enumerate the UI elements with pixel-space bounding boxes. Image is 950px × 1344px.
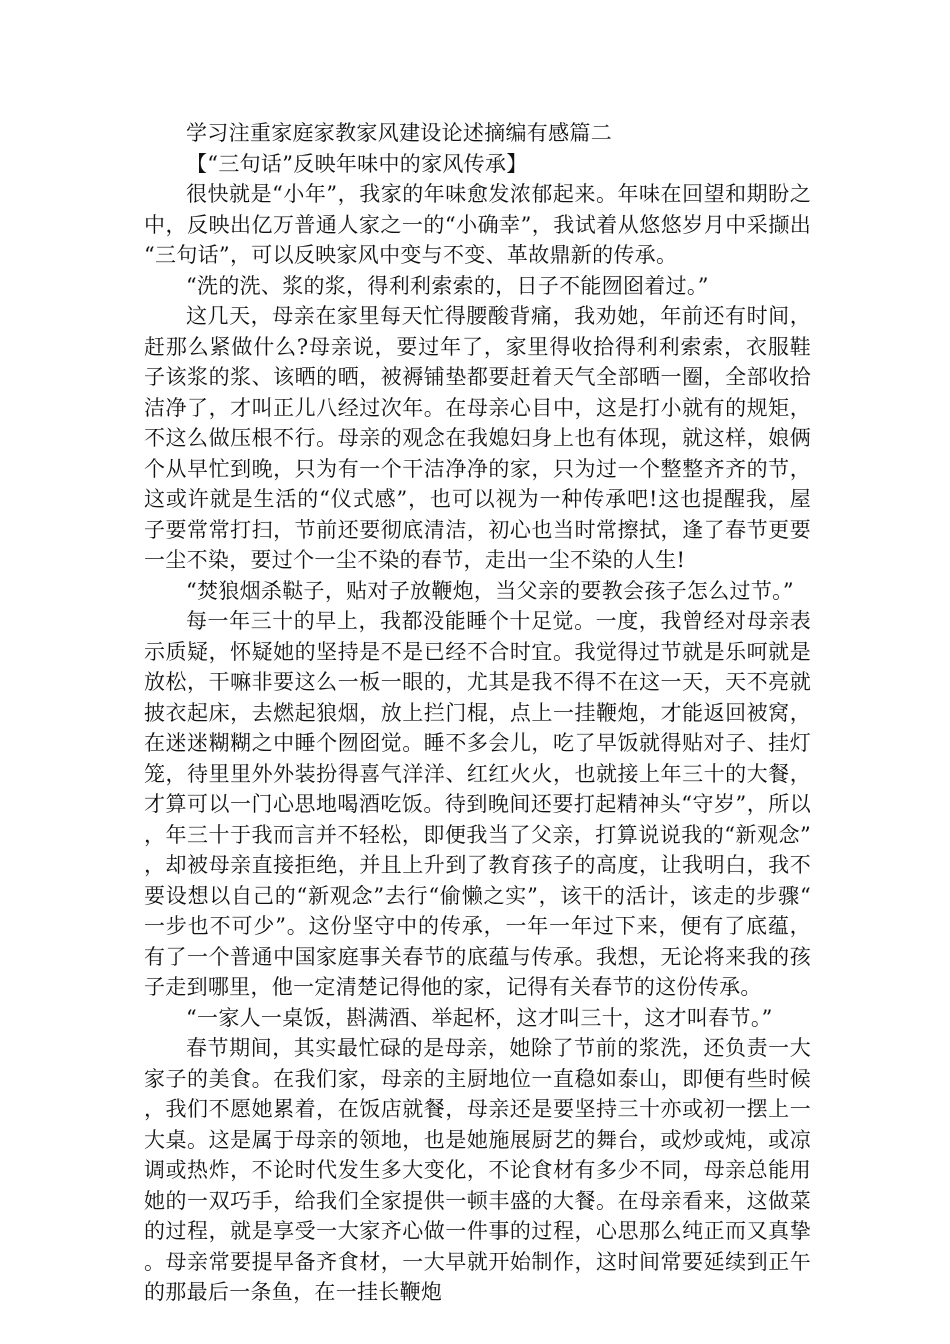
- paragraph-new-year-eve: 每一年三十的早上，我都没能睡个十足觉。一度，我曾经对母亲表示质疑，怀疑她的坚持是不是已经不合时宜。我觉得过节就是乐呵就是放松，干嘛非要这么一板一眼的，尤其是我不得不在这一天，天不亮就披衣起床，去燃起狼烟，放上拦门棍，点上一挂鞭炮，才能返回被窝，在迷迷糊糊之中睡个囫囵觉。睡不多会儿，吃了早饭就得贴对子、挂灯笼，待里里外外装扮得喜气洋洋、红红火火，也就接上年三十的大餐，才算可以一门心思地喝酒吃饭。待到晚间还要打起精神头“守岁”，所以，年三十于我而言并不轻松，即便我当了父亲，打算说说我的“新观念”，却被母亲直接拒绝，并且上升到了教育孩子的高度，让我明白，我不要设想以自己的“新观念”去行“偷懒之实”，该干的活计，该走的步骤“一步也不可少”。这份坚守中的传承，一年一年过下来，便有了底蕴，有了一个普通中国家庭事关春节的底蕴与传承。我想，无论将来我的孩子走到哪里，他一定清楚记得他的家，记得有关春节的这份传承。: [144, 609, 811, 999]
- paragraph-intro: 很快就是“小年”，我家的年味愈发浓郁起来。年味在回望和期盼之中，反映出亿万普通人家之一的“小确幸”，我试着从悠悠岁月中采撷出“三句话”，可以反映家风中变与不变、革故鼎新的传承。: [144, 182, 811, 267]
- document-page: [144, 118, 811, 1308]
- document-title: 学习注重家庭家教家风建设论述摘编有感篇二: [186, 121, 612, 145]
- quote-one: “洗的洗、浆的浆，得利利索索的，日子不能囫囵着过。”: [186, 273, 709, 298]
- quote-two: “焚狼烟杀鞑子，贴对子放鞭炮，当父亲的要教会孩子怎么过节。”: [186, 578, 794, 603]
- document-subtitle: 【“三句话”反映年味中的家风传承】: [186, 151, 528, 176]
- quote-three: “一家人一桌饭，斟满酒、举起杯，这才叫三十，这才叫春节。”: [186, 1005, 773, 1030]
- paragraph-cleaning: 这几天，母亲在家里每天忙得腰酸背痛，我劝她，年前还有时间，赶那么紧做什么?母亲说，要过年了，家里得收拾得利利索索，衣服鞋子该浆的浆、该晒的晒，被褥铺垫都要赶着天气全部晒一圈，全部收拾洁净了，才叫正儿八经过次年。在母亲心目中，这是打小就有的规矩，不这么做压根不行。母亲的观念在我媳妇身上也有体现，就这样，娘俩个从早忙到晚，只为有一个干洁净净的家，只为过一个整整齐齐的节，这或许就是生活的“仪式感”，也可以视为一种传承吧!这也提醒我，屋子要常常打扫，节前还要彻底清洁，初心也当时常擦拭，逢了春节更要一尘不染，要过个一尘不染的春节，走出一尘不染的人生!: [144, 304, 811, 572]
- paragraph-family-dinner: 春节期间，其实最忙碌的是母亲，她除了节前的浆洗，还负责一大家子的美食。在我们家，母亲的主厨地位一直稳如泰山，即便有些时候，我们不愿她累着，在饭店就餐，母亲还是要坚持三十亦或初一摆上一大桌。这是属于母亲的领地，也是她施展厨艺的舞台，或炒或炖，或凉调或热炸，不论时代发生多大变化，不论食材有多少不同，母亲总能用她的一双巧手，给我们全家提供一顿丰盛的大餐。在母亲看来，这做菜的过程，就是享受一大家齐心做一件事的过程，心思那么纯正而又真挚。母亲常要提早备齐食材，一大早就开始制作，这时间常要延续到正午的那最后一条鱼，在一挂长鞭炮: [144, 1036, 811, 1304]
